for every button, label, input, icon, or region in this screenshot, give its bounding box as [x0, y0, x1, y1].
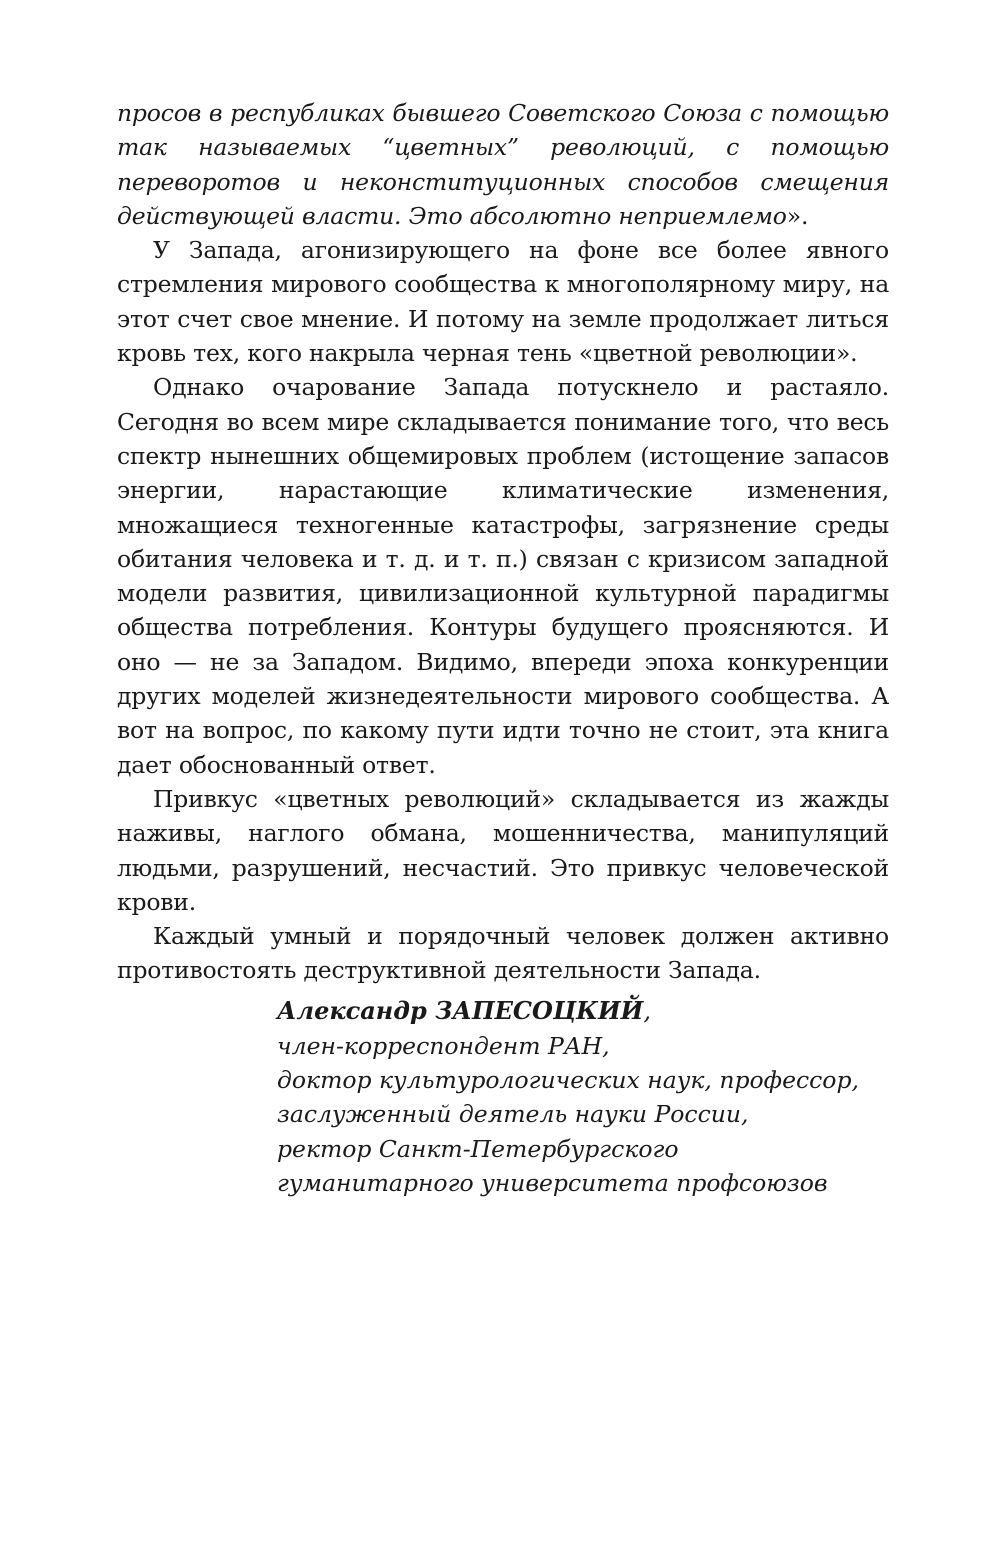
author-title: член-корреспондент РАН, — [277, 1031, 610, 1060]
author-title: гуманитарного университета профсоюзов — [277, 1169, 828, 1198]
signature-block — [277, 994, 917, 1201]
paragraph: У Запада, агонизирующего на фоне все более явного стремления мирового сообщества к многополярному миру, на этот счет свое мнение. И потому на земле продолжает литься кровь тех, кого накрыла черная тень «цветной революции». — [117, 236, 889, 368]
quote-closing: ». — [786, 201, 809, 230]
author-title: заслуженный деятель науки России, — [277, 1100, 749, 1129]
paragraph: Каждый умный и порядочный человек должен активно противостоять деструктивной деятельности Запада. — [117, 922, 889, 985]
author-title: доктор культурологических наук, профессор, — [277, 1065, 859, 1094]
paragraph-quote — [117, 96, 889, 233]
document-body — [117, 96, 889, 988]
quote-text: просов в республиках бывшего Советского Союза с помощью так называемых “цветных” революций, с помощью переворотов и неконституционных способов смещения действующей власти. Это абсолютно неприемлемо — [117, 99, 889, 230]
author-title: ректор Санкт-Петербургского — [277, 1134, 679, 1163]
author-name-line — [277, 994, 917, 1029]
author-name: Александр ЗАПЕСОЦКИЙ — [277, 996, 644, 1025]
paragraph: Привкус «цветных революций» складывается из жажды наживы, наглого обмана, мошенничества, манипуляций людьми, разрушений, несчастий. Это привкус человеческой крови. — [117, 784, 889, 916]
author-name-comma: , — [643, 997, 651, 1025]
paragraph: Однако очарование Запада потускнело и растаяло. Сегодня во всем мире складывается понимание того, что весь спектр нынешних общемировых проблем (истощение запасов энергии, нарастающие климатические изменения, множащиеся техногенные катастрофы, загрязнение среды обитания человека и т. д. и т. п.) связан с кризисом западной модели развития, цивилизационной культурной парадигмы общества потребления. Контуры будущего проясняются. И оно — не за Западом. Видимо, впереди эпоха конкуренции других моделей жизнедеятельности мирового сообщества. А вот на вопрос, по какому пути идти точно не стоит, эта книга дает обоснованный ответ. — [117, 373, 889, 779]
